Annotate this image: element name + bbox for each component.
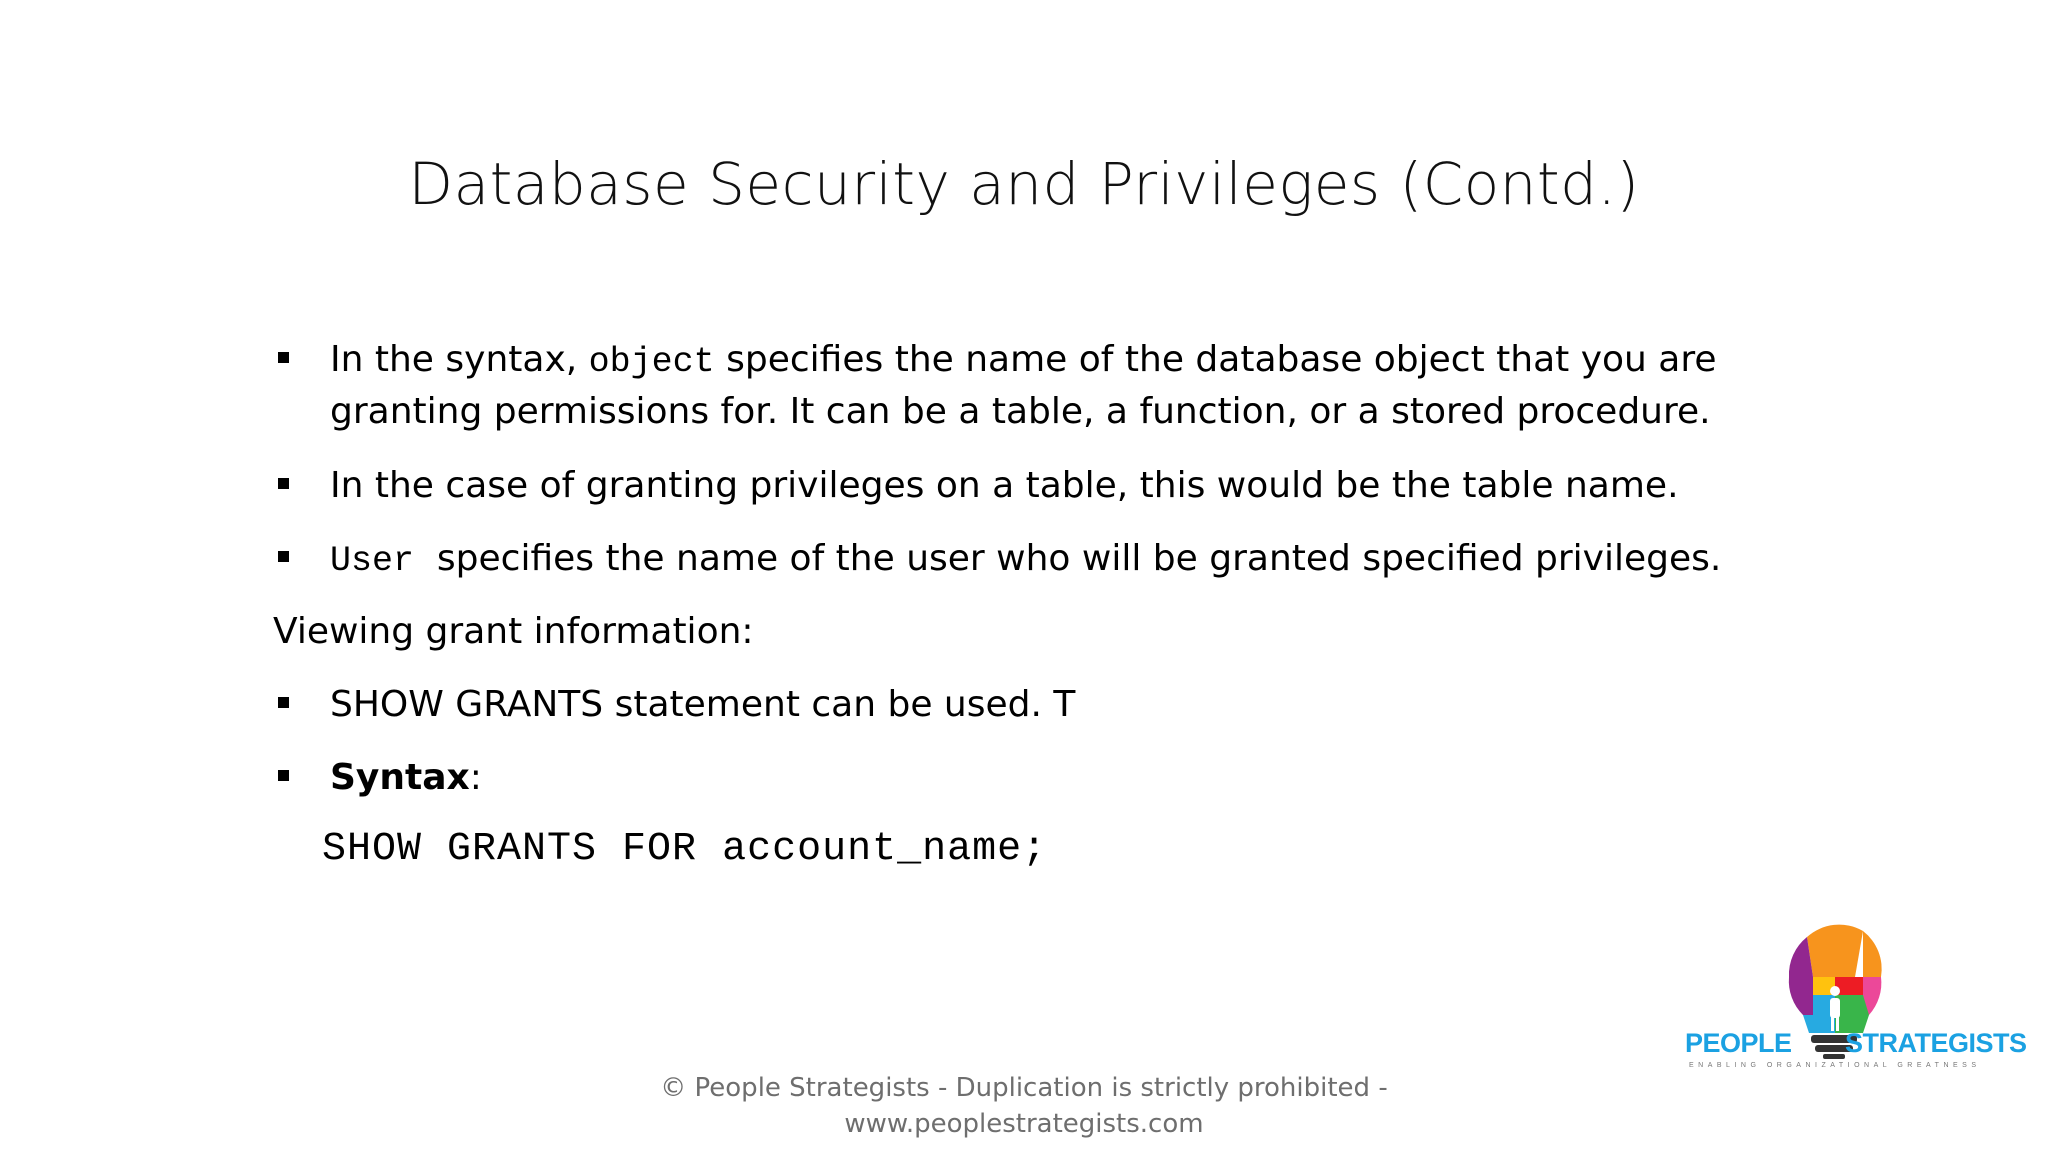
bullet-marker [278,478,289,489]
bullet-4: SHOW GRANTS statement can be used. T [330,684,1076,725]
people-strategists-logo [1685,915,2027,1095]
bullet-1-suffix: specifies the name of the database object that you are [714,339,1717,380]
logo-word-strategists: STRATEGISTS [1845,1028,2027,1058]
bullet-3 [330,533,1721,587]
logo-word-people: PEOPLE [1685,1028,1792,1058]
section-heading: Viewing grant information: [273,611,754,652]
footer-website: www.peoplestrategists.com [844,1109,1204,1139]
bullet-1-line-2: granting permissions for. It can be a table, a function, or a stored procedure. [330,391,1711,432]
bullet-5 [330,752,482,804]
bullet-3-gap [414,538,437,579]
bullet-marker [278,352,289,363]
slide-title: Database Security and Privileges (Contd.) [408,150,1640,218]
code-user: User [330,541,415,581]
bullet-marker [278,551,289,562]
syntax-label: Syntax [330,757,470,798]
code-example: SHOW GRANTS FOR account_name; [322,827,1048,872]
bullet-3-suffix: specifies the name of the user who will be granted specified privileges. [436,538,1722,579]
bullet-marker [278,697,289,708]
bullet-marker [278,770,289,781]
code-object: object [588,342,715,382]
footer-copyright: © People Strategists - Duplication is strictly prohibited - [660,1073,1388,1103]
logo-tagline: ENABLING ORGANIZATIONAL GREATNESS [1689,1062,1981,1069]
syntax-colon: : [469,757,482,798]
bullet-2: In the case of granting privileges on a table, this would be the table name. [330,465,1679,506]
bullet-1-line-1 [330,334,1717,388]
bullet-1-prefix: In the syntax, [330,339,589,380]
